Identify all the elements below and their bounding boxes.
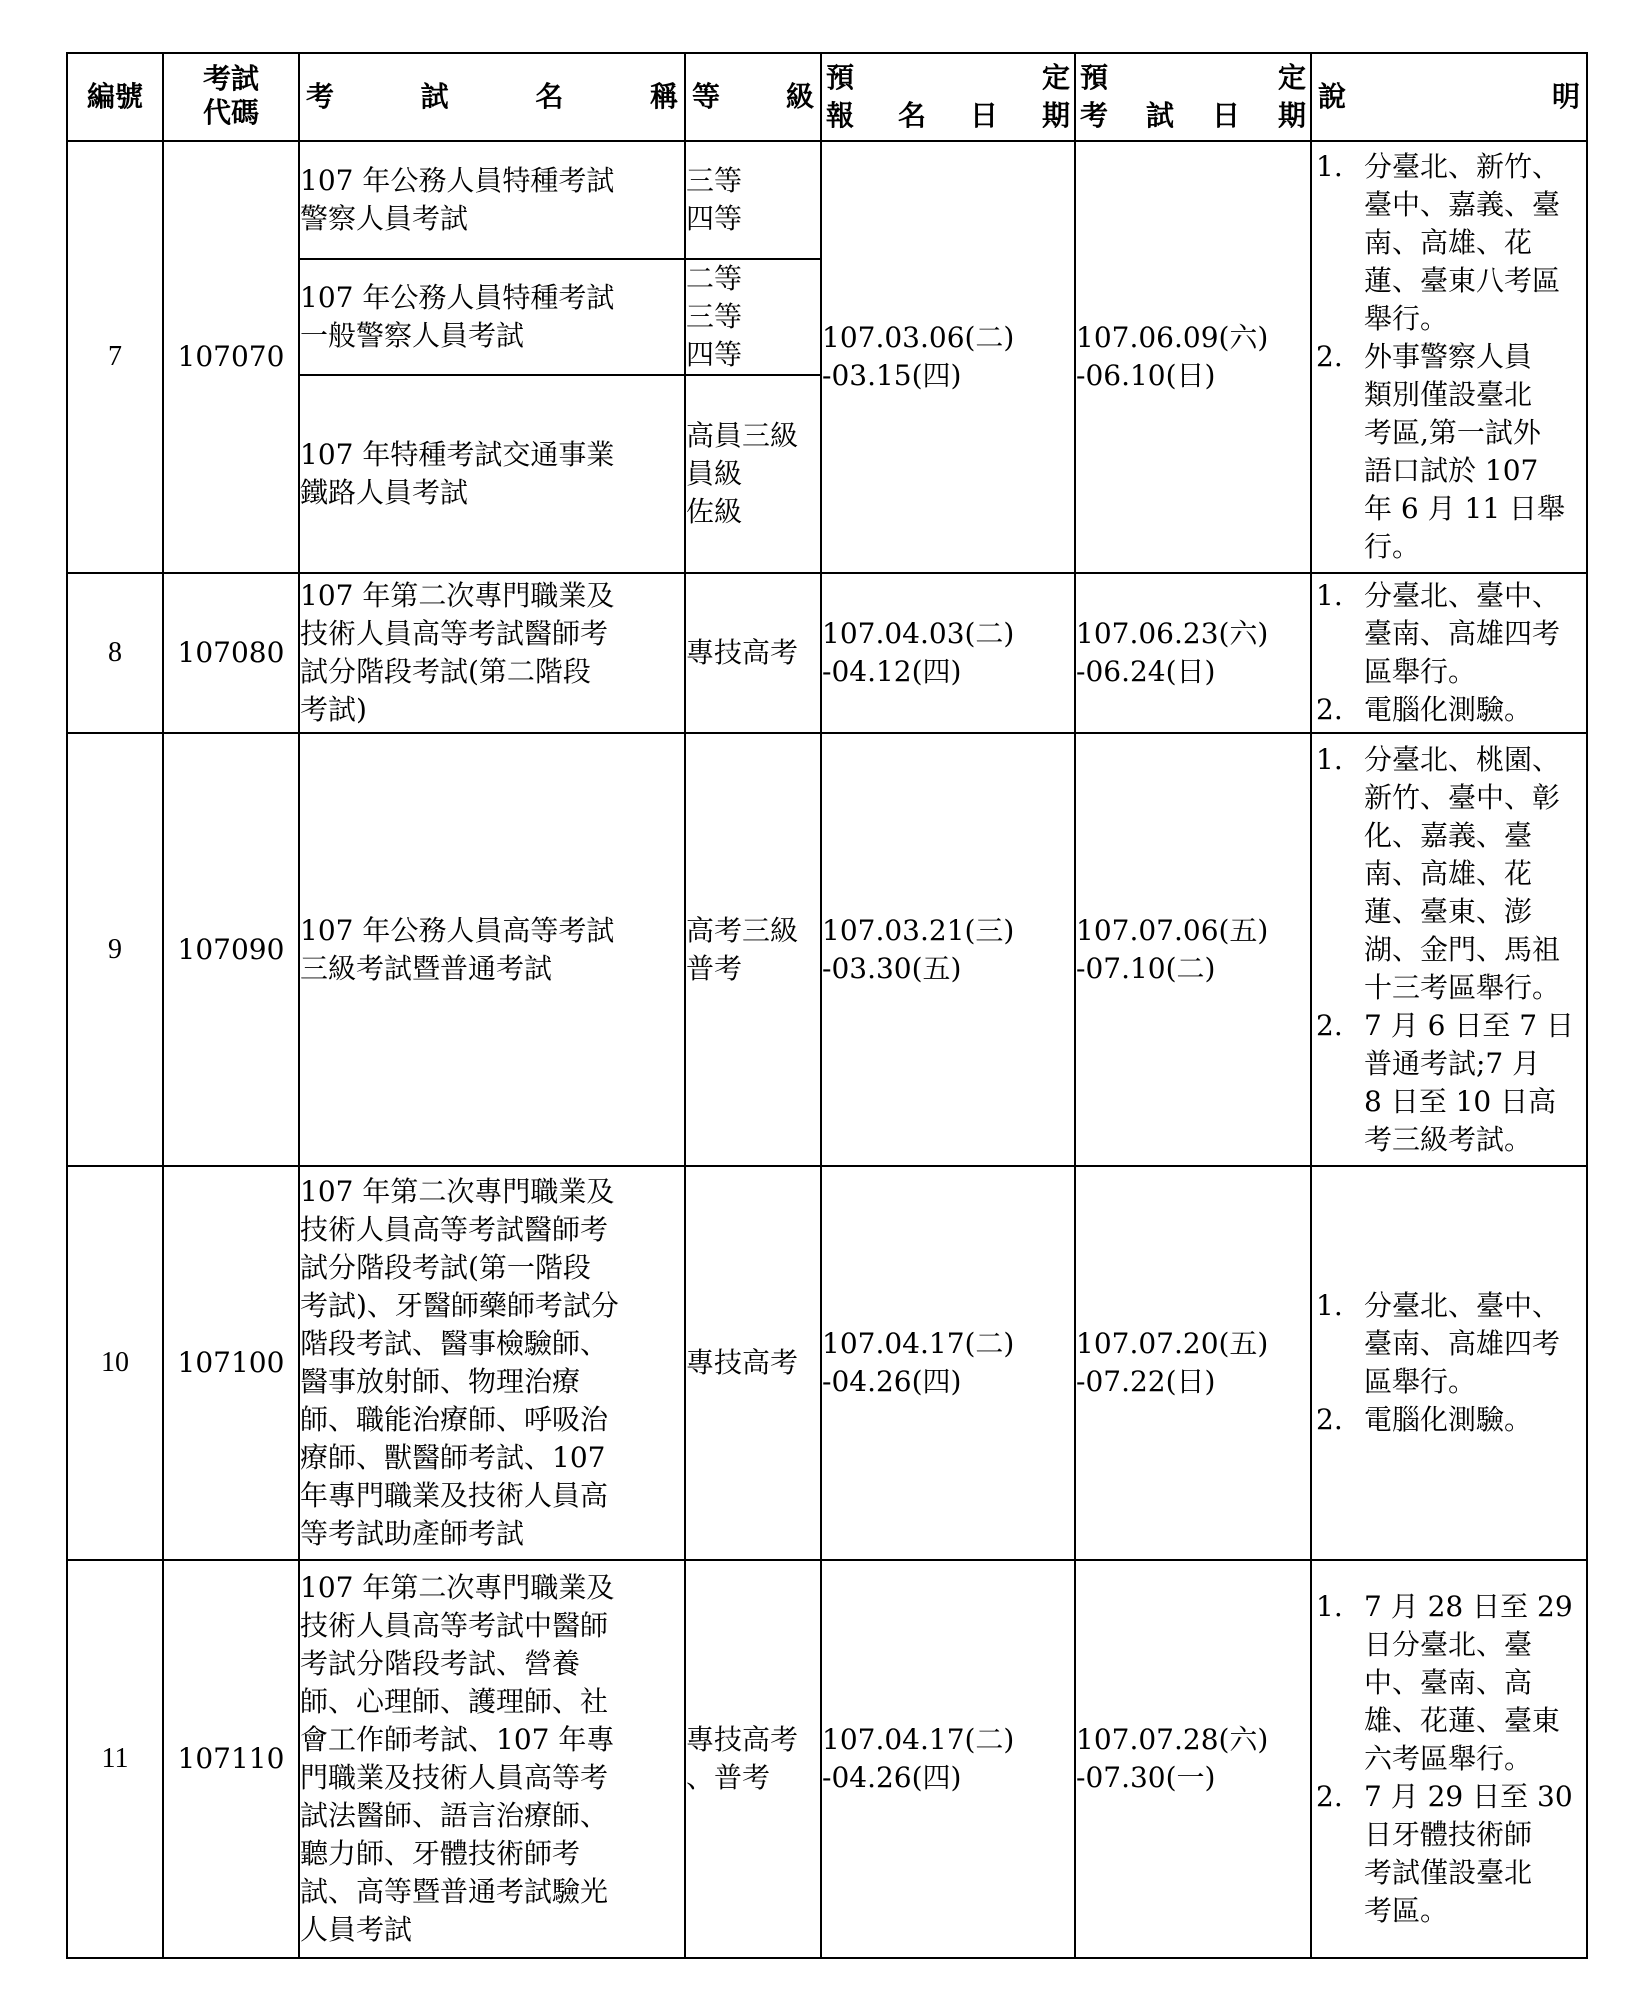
header-notes: [1311, 53, 1587, 141]
header-exam-code: 考試代碼: [163, 53, 299, 141]
exam-code: 107110: [163, 1560, 299, 1958]
row-number: 8: [67, 573, 163, 733]
header-exam-name: [299, 53, 685, 141]
header-char: 預: [1080, 61, 1109, 94]
header-exam-date: [1075, 53, 1311, 141]
note-item: 1. 分臺北、臺中、 臺南、高雄四考 區舉行。: [1316, 579, 1561, 688]
header-char: 報: [826, 99, 855, 132]
exam-code: 107080: [163, 573, 299, 733]
exam-code: 107100: [163, 1166, 299, 1560]
exam-level: 專技高考: [685, 1166, 821, 1560]
header-char: 定: [1277, 61, 1306, 94]
notes-list: [1312, 577, 1586, 729]
exam-notes: [1311, 1166, 1587, 1560]
header-registration-date: [821, 53, 1075, 141]
header-level: [685, 53, 821, 141]
note-item: 2. 電腦化測驗。: [1316, 1403, 1533, 1436]
notes-list: [1312, 1287, 1586, 1439]
exam-name: 107 年公務人員高等考試 三級考試暨普通考試: [299, 733, 685, 1166]
header-char: 級: [785, 80, 814, 113]
row-number: 10: [67, 1166, 163, 1560]
exam-schedule-table: [66, 52, 1588, 1959]
header-char: 稱: [649, 80, 678, 113]
table-row: [67, 1166, 1587, 1560]
exam-level: 專技高考 、普考: [685, 1560, 821, 1958]
header-char: 試: [1145, 99, 1174, 132]
row-number: 11: [67, 1560, 163, 1958]
exam-code: 107070: [163, 141, 299, 573]
header-char: 名: [897, 99, 926, 132]
exam-name: 107 年第二次專門職業及 技術人員高等考試中醫師 考試分階段考試、營養 師、心理師、護理師、社 會工作師考試、107 年專 門職業及技術人員高等考 試法醫師、語言治療師、 聽力師、牙體技術師考 試、高等暨普通考試驗光 人員考試: [299, 1560, 685, 1958]
header-char: 說: [1318, 80, 1347, 113]
exam-level: 高員三級 員級 佐級: [685, 375, 821, 573]
note-item: 1. 分臺北、臺中、 臺南、高雄四考 區舉行。: [1316, 1289, 1561, 1398]
exam-date: 107.06.09(六) -06.10(日): [1075, 141, 1311, 573]
header-notes-text: [1312, 78, 1586, 116]
exam-level: 高考三級 普考: [685, 733, 821, 1166]
exam-level: 專技高考: [685, 573, 821, 733]
exam-notes: [1311, 1560, 1587, 1958]
exam-level: 二等 三等 四等: [685, 259, 821, 375]
header-char: 期: [1277, 99, 1306, 132]
note-item: 1. 分臺北、桃園、 新竹、臺中、彰 化、嘉義、臺 南、高雄、花 蓮、臺東、澎 湖、金門、馬祖 十三考區舉行。: [1316, 742, 1561, 1004]
exam-level: 三等 四等: [685, 141, 821, 259]
registration-date: 107.03.06(二) -03.15(四): [821, 141, 1075, 573]
header-number: 編號: [67, 53, 163, 141]
exam-date: 107.07.28(六) -07.30(一): [1075, 1560, 1311, 1958]
row-number: 9: [67, 733, 163, 1166]
note-item: 2. 7 月 29 日至 30 日牙體技術師 考試僅設臺北 考區。: [1316, 1780, 1573, 1927]
registration-date: 107.03.21(三) -03.30(五): [821, 733, 1075, 1166]
registration-date: 107.04.03(二) -04.12(四): [821, 573, 1075, 733]
header-char: 期: [1041, 99, 1070, 132]
notes-list: [1312, 148, 1586, 566]
note-item: 1. 分臺北、新竹、 臺中、嘉義、臺 南、高雄、花 蓮、臺東八考區 舉行。: [1316, 150, 1561, 335]
registration-date: 107.04.17(二) -04.26(四): [821, 1166, 1075, 1560]
exam-name: 107 年公務人員特種考試 一般警察人員考試: [299, 259, 685, 375]
header-char: 考: [1080, 99, 1109, 132]
exam-date: 107.07.20(五) -07.22(日): [1075, 1166, 1311, 1560]
header-char: 日: [1211, 99, 1240, 132]
header-exam-date-text: [1076, 59, 1310, 135]
notes-list: [1312, 1588, 1586, 1930]
exam-name: 107 年第二次專門職業及 技術人員高等考試醫師考 試分階段考試(第二階段 考試): [299, 573, 685, 733]
table-row: [67, 1560, 1587, 1958]
note-item: 2. 電腦化測驗。: [1316, 693, 1533, 726]
header-char: 預: [826, 61, 855, 94]
header-char: 日: [969, 99, 998, 132]
exam-name: 107 年公務人員特種考試 警察人員考試: [299, 141, 685, 259]
registration-date: 107.04.17(二) -04.26(四): [821, 1560, 1075, 1958]
exam-code: 107090: [163, 733, 299, 1166]
notes-list: [1312, 741, 1586, 1159]
exam-notes: [1311, 573, 1587, 733]
header-row: [67, 53, 1587, 141]
note-item: 2. 外事警察人員 類別僅設臺北 考區,第一試外 語口試於 107 年 6 月 11 日舉 行。: [1316, 340, 1566, 563]
exam-notes: [1311, 141, 1587, 573]
table-row: [67, 733, 1587, 1166]
note-item: 2. 7 月 6 日至 7 日 普通考試;7 月 8 日至 10 日高 考三級考試。: [1316, 1008, 1574, 1156]
header-level-text: [686, 78, 820, 116]
exam-date: 107.07.06(五) -07.10(二): [1075, 733, 1311, 1166]
row-number: 7: [67, 141, 163, 573]
exam-name: 107 年特種考試交通事業 鐵路人員考試: [299, 375, 685, 573]
header-char: 明: [1551, 80, 1580, 113]
table-row: [67, 573, 1587, 733]
header-registration-text: [822, 59, 1074, 135]
header-char: 定: [1041, 61, 1070, 94]
exam-notes: [1311, 733, 1587, 1166]
header-char: 等: [692, 80, 721, 113]
note-item: 1. 7 月 28 日至 29 日分臺北、臺 中、臺南、高 雄、花蓮、臺東 六考區舉行。: [1316, 1590, 1573, 1775]
table-row: [67, 141, 1587, 259]
exam-date: 107.06.23(六) -06.24(日): [1075, 573, 1311, 733]
exam-name: 107 年第二次專門職業及 技術人員高等考試醫師考 試分階段考試(第一階段 考試)、牙醫師藥師考試分 階段考試、醫事檢驗師、 醫事放射師、物理治療 師、職能治療師、呼吸治 療師、獸醫師考試、107 年專門職業及技術人員高 等考試助產師考試: [299, 1166, 685, 1560]
header-char: 名: [535, 80, 564, 113]
header-exam-name-text: [300, 78, 684, 116]
header-char: 試: [420, 80, 449, 113]
header-char: 考: [306, 80, 335, 113]
